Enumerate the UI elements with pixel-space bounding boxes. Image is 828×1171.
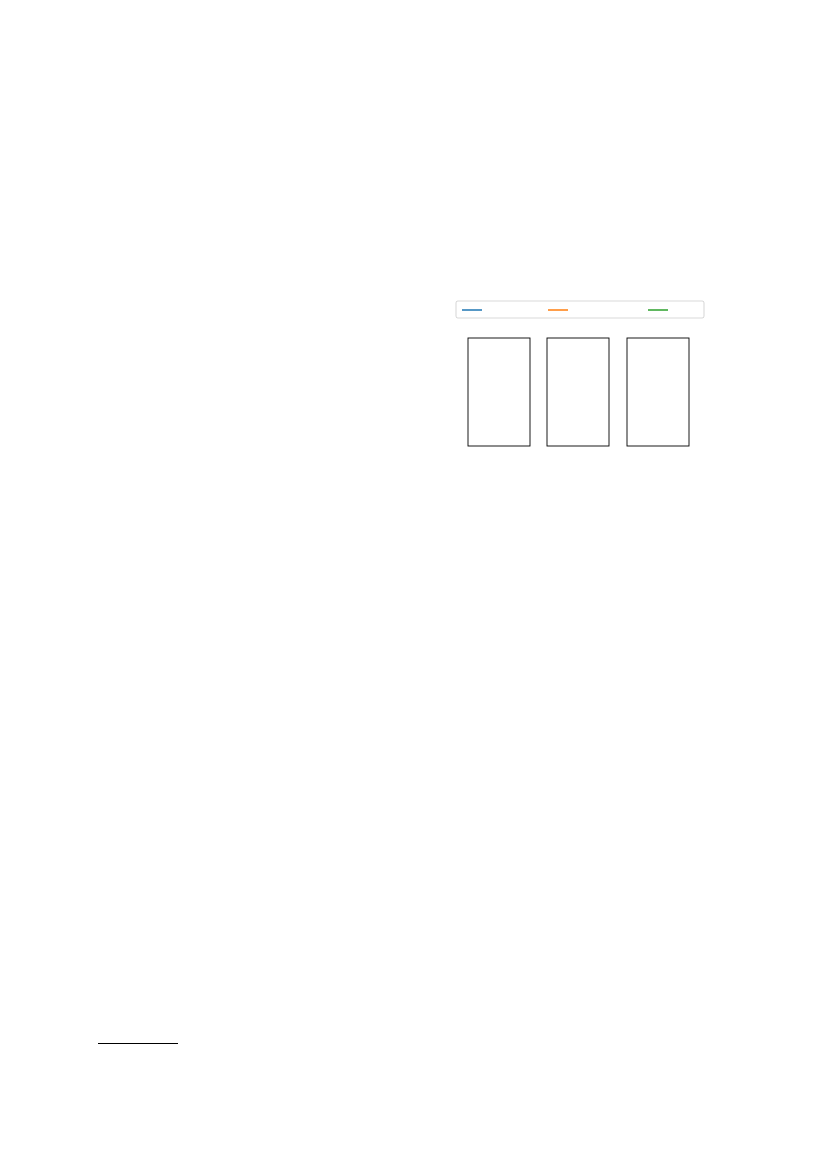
density-figure xyxy=(440,296,740,476)
panel-frame-image xyxy=(547,338,609,446)
affiliations xyxy=(0,195,828,214)
figure-caption xyxy=(426,494,730,511)
panel-frame-text xyxy=(627,338,689,446)
figure-legend xyxy=(456,301,704,318)
right-column-text xyxy=(426,716,730,718)
arxiv-stamp xyxy=(10,360,70,880)
panel-frame-multi xyxy=(468,338,530,446)
footnote-rule xyxy=(98,1043,178,1044)
